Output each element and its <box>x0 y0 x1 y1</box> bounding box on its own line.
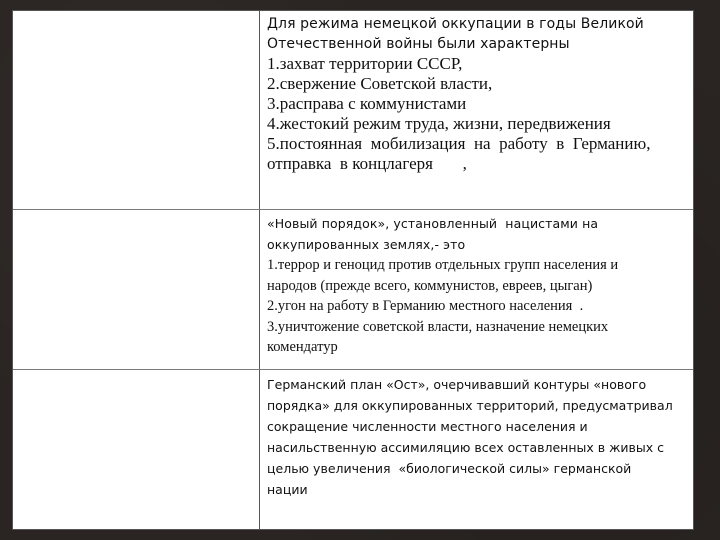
text-line: 2.угон на работу в Германию местного населения . <box>267 298 584 314</box>
left-cell-empty <box>13 11 260 209</box>
text-line: сокращение численности местного населения и <box>267 419 588 434</box>
text-line: 3.расправа с коммунистами <box>267 94 467 113</box>
table-row <box>13 11 693 209</box>
text-line: народов (прежде всего, коммунистов, евреев, цыган) <box>267 277 593 294</box>
text-line: комендатур <box>267 339 338 355</box>
right-cell-new-order <box>260 210 693 369</box>
text-line: Для режима немецкой оккупации в годы Великой <box>267 16 644 32</box>
text-line: «Новый порядок», установленный нацистами на <box>267 216 599 231</box>
right-cell-occupation-regime <box>260 11 693 209</box>
text-line: порядка» для оккупированных территорий, предусматривал <box>267 398 673 413</box>
left-cell-empty <box>13 210 260 369</box>
content-table <box>12 10 694 530</box>
text-line: оккупированных землях,- это <box>267 236 466 252</box>
text-line: 1.террор и геноцид против отдельных групп населения и <box>267 257 619 273</box>
text-line: нации <box>267 482 308 497</box>
right-cell-plan-ost <box>260 370 693 529</box>
text-line: 1.захват территории СССР, <box>267 54 463 73</box>
text-line: 4.жестокий режим труда, жизни, передвижения <box>267 114 611 133</box>
table-row <box>13 369 693 529</box>
text-line: целью увеличения «биологической силы» германской <box>267 461 632 476</box>
text-line: Отечественной войны были характерны <box>267 36 570 52</box>
text-line: насильственную ассимиляцию всех оставленных в живых с <box>267 440 664 455</box>
left-cell-empty <box>13 370 260 529</box>
text-line: Германский план «Ост», очерчивавший контуры «нового <box>267 377 647 392</box>
text-line: отправка в концлагеря , <box>267 154 467 173</box>
text-line: 5.постоянная мобилизация на работу в Германию, <box>267 134 651 153</box>
text-line: 3.уничтожение советской власти, назначение немецких <box>267 318 609 335</box>
table-row <box>13 209 693 369</box>
text-line: 2.свержение Советской власти, <box>267 74 493 93</box>
